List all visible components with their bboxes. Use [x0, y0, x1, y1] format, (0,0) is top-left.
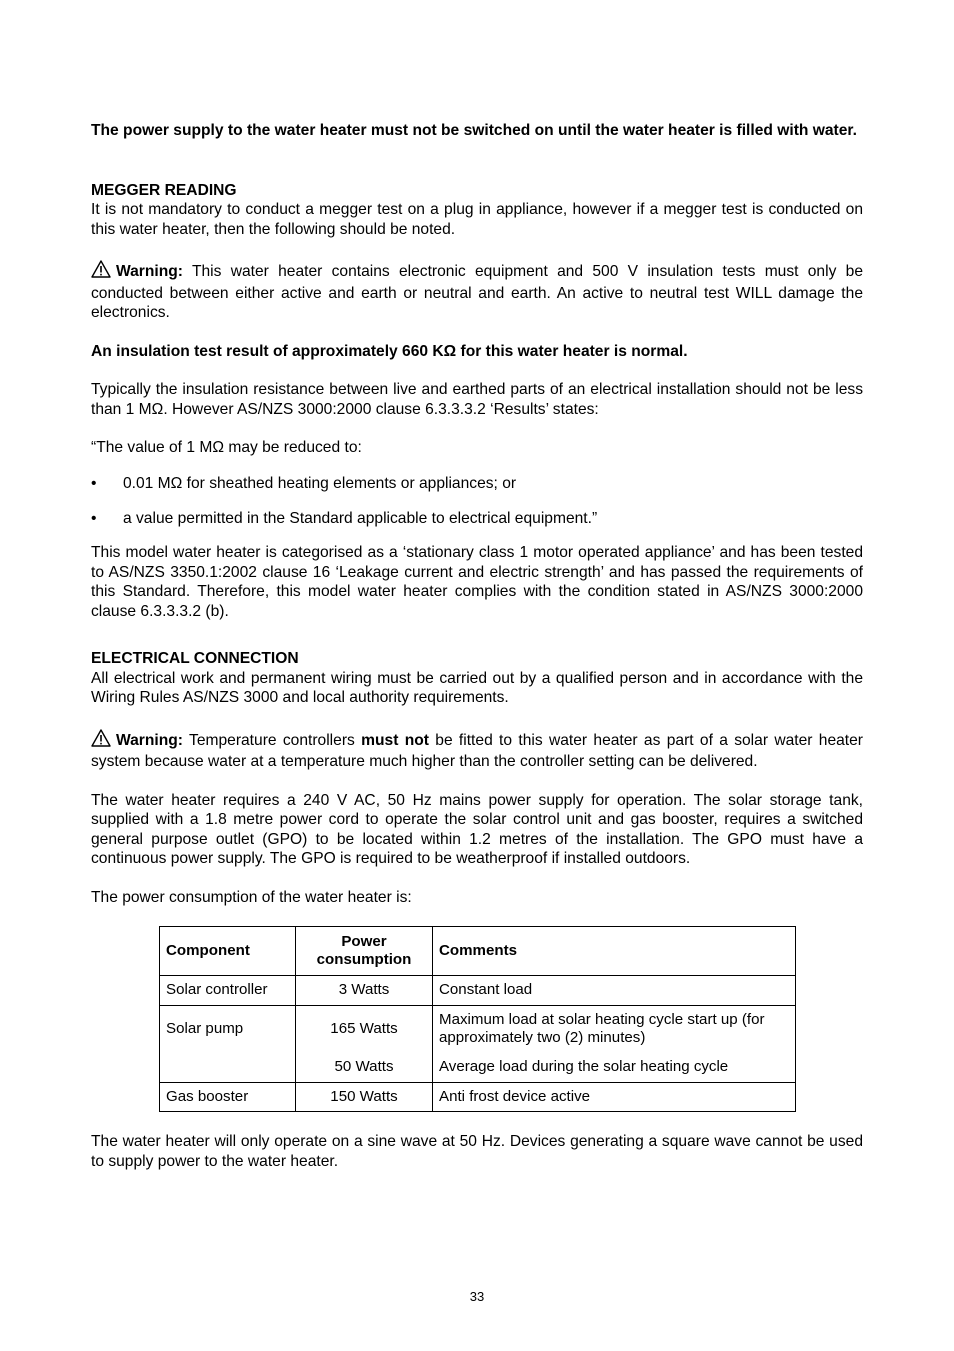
warning-icon	[91, 260, 111, 284]
electrical-heading: ELECTRICAL CONNECTION	[91, 650, 299, 667]
table-cell: 165 Watts	[296, 1005, 433, 1053]
table-cell: Anti frost device active	[433, 1082, 796, 1112]
electrical-paragraph-4: The water heater will only operate on a sine wave at 50 Hz. Devices generating a square wave cannot be used to supply power to the water heater.	[91, 1133, 863, 1170]
table-cell: 50 Watts	[296, 1053, 433, 1082]
quote-bullet-list	[91, 474, 863, 529]
table-cell: Maximum load at solar heating cycle start up (for approximately two (2) minutes)	[433, 1005, 796, 1053]
table-cell: Solar pump	[160, 1005, 296, 1082]
list-item: • 0.01 MΩ for sheathed heating elements or appliances; or	[91, 474, 517, 492]
megger-paragraph-3: This model water heater is categorised as a ‘stationary class 1 motor operated appliance’ and has been tested to AS/NZS 3350.1:2002 clause 16 ‘Leakage current and electric strength’ and has passed the requirements of this Standard. Therefore, this model water heater complies with the condition stated in AS/NZS 3000:2000 clause 6.3.3.3.2 (b).	[91, 544, 863, 620]
table-row	[160, 1005, 796, 1053]
table-cell: Solar controller	[160, 976, 296, 1006]
megger-warning-label: Warning:	[116, 263, 183, 280]
warning-icon	[91, 729, 111, 753]
electrical-warning-label: Warning:	[116, 731, 183, 749]
table-row	[160, 1082, 796, 1112]
electrical-paragraph-3: The power consumption of the water heater is:	[91, 888, 412, 906]
power-consumption-table	[159, 926, 796, 1112]
megger-paragraph-2: Typically the insulation resistance between live and earthed parts of an electrical installation should not be less than 1 MΩ. However AS/NZS 3000:2000 clause 6.3.3.3.2 ‘Results’ states:	[91, 381, 863, 418]
megger-paragraph-1: It is not mandatory to conduct a megger test on a plug in appliance, however if a megger test is conducted on this water heater, then the following should be noted.	[91, 201, 863, 238]
table-header-row	[160, 927, 796, 976]
table-cell: Average load during the solar heating cycle	[433, 1053, 796, 1082]
table-cell: 150 Watts	[296, 1082, 433, 1112]
megger-warning-text: This water heater contains electronic equipment and 500 V insulation tests must only be conducted between either active and earth or neutral and earth. An active to neutral test WILL damage the electronics.	[91, 263, 863, 321]
list-item: • a value permitted in the Standard applicable to electrical equipment.”	[91, 509, 598, 527]
table-cell: Gas booster	[160, 1082, 296, 1112]
table-cell: 3 Watts	[296, 976, 433, 1006]
page-number: 33	[469, 1289, 485, 1304]
table-cell: Constant load	[433, 976, 796, 1006]
column-header: Comments	[433, 927, 796, 976]
megger-heading: MEGGER READING	[91, 181, 237, 199]
electrical-warning: Warning: Temperature controllers must not be fitted to this water heater as part of a solar water heater system because water at a temperature much higher than the controller setting can be delivered.	[91, 729, 863, 772]
quote-intro: “The value of 1 MΩ may be reduced to:	[91, 439, 362, 456]
megger-warning	[91, 260, 863, 323]
table-row	[160, 976, 796, 1006]
electrical-paragraph-2: The water heater requires a 240 V AC, 50 Hz mains power supply for operation. The solar storage tank, supplied with a 1.8 metre power cord to operate the solar control unit and gas booster, requires a switched general purpose outlet (GPO) to be located within 1.2 metres of the installation. The GPO must have a continuous power supply. The GPO is required to be weatherproof if installed outdoors.	[91, 791, 863, 867]
bullet-icon: •	[91, 474, 97, 492]
bullet-icon: •	[91, 509, 97, 527]
page-content	[91, 121, 863, 1171]
intro-notice: The power supply to the water heater must not be switched on until the water heater is filled with water.	[91, 122, 857, 139]
column-header: Component	[160, 927, 296, 976]
must-not-emphasis: must not	[361, 731, 429, 749]
electrical-paragraph-1: All electrical work and permanent wiring must be carried out by a qualified person and in accordance with the Wiring Rules AS/NZS 3000 and local authority requirements.	[91, 669, 863, 706]
column-header: Power consumption	[296, 927, 433, 976]
insulation-result: An insulation test result of approximately 660 KΩ for this water heater is normal.	[91, 342, 688, 360]
